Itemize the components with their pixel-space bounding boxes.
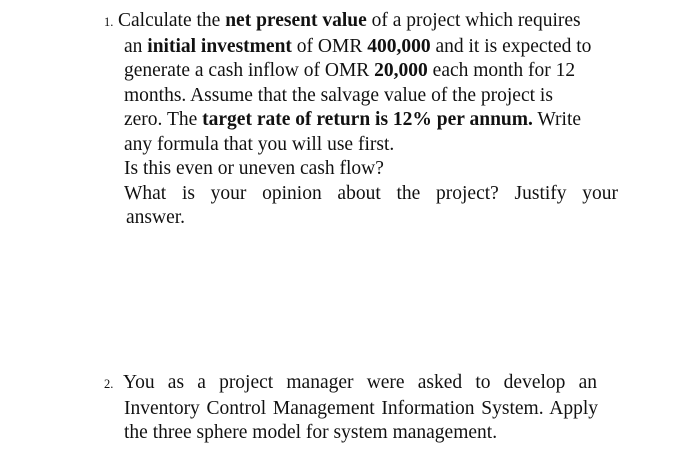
question-2-number: 2.: [104, 377, 114, 391]
question-1-line-7: Is this even or uneven cash flow?: [124, 158, 384, 179]
question-1-line-4: months. Assume that the salvage value of the project is: [124, 84, 553, 106]
question-2-line-1: 2. You as a project manager were asked to develop an: [104, 371, 598, 397]
question-1-line-6: any formula that you will use first.: [124, 133, 395, 155]
question-1-line-2: an initial investment of OMR 400,000 and it is expected to: [124, 35, 592, 57]
question-1-number: 1.: [104, 15, 114, 29]
question-1-line-9: answer.: [126, 207, 186, 228]
question-1-line-1: 1. Calculate the net present value of a project which requires: [104, 9, 618, 35]
question-2-line-2: Inventory Control Management Information System. Apply: [124, 397, 598, 419]
question-2: [104, 371, 598, 446]
question-1-line-5: zero. The target rate of return is 12% per annum. Write: [124, 109, 582, 130]
question-1: [104, 9, 618, 231]
question-1-line-8: What is your opinion about the project? Justify your: [124, 182, 618, 204]
question-2-line-3: the three sphere model for system management.: [124, 422, 498, 443]
question-1-line-3: generate a cash inflow of OMR 20,000 each month for 12: [124, 60, 576, 81]
